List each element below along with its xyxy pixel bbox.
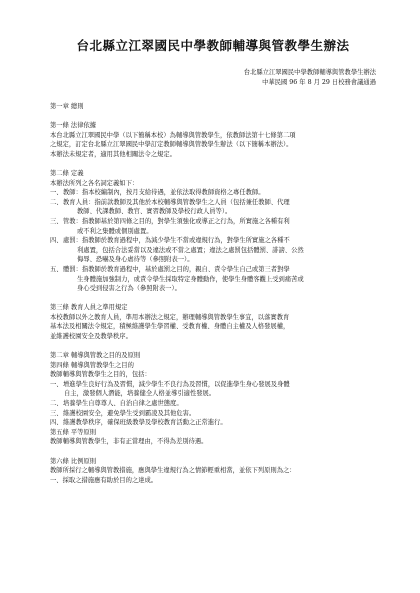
article-1-title: 第一條 法律依據	[50, 122, 97, 130]
purpose-item-text: 增進學生良好行為及習慣，減少學生不良行為及習慣，以促進學生身心發展及身體	[63, 380, 290, 388]
article-3-line: 並維護校園安全及教學秩序。	[50, 332, 132, 340]
definition-item	[50, 188, 376, 198]
definition-item	[50, 236, 376, 265]
article-6-line: 一、採取之措施應有助於目的之達成。	[50, 476, 158, 484]
definition-item	[50, 198, 376, 217]
article-1-line: 之規定，訂定台北縣立江翠國民中學訂定教師輔導與管教學生辦法（以下簡稱本辦法）。	[50, 141, 293, 149]
definition-item-text: 教師、代課教師、教官、實習教師及學校行政人員等）。	[77, 208, 232, 216]
definition-item-text: 管教：指教師基於第四條之目的，對學生須強化或導正之行為，所實施之各種有利	[63, 217, 290, 225]
article-2-title: 第二條 定義	[50, 169, 84, 177]
meta-line-name: 台北縣立江翠國民中學教師輔導與管教學生辦法	[243, 69, 376, 76]
chapter-1-heading: 第一章 總則	[50, 103, 84, 110]
purpose-item	[50, 418, 376, 428]
definition-item-text: 身心受到侵害之行為（參照附表一）。	[77, 285, 181, 293]
definition-item-text: 教師：指本校編制內，按月支給待遇，並依法取得教師資格之專任教師。	[63, 189, 265, 197]
article-4-title: 第四條 輔導與管教學生之目的	[50, 361, 134, 369]
definition-item-text: 或不利之集體或個別處置。	[77, 227, 153, 235]
definitions-list	[50, 188, 376, 294]
purpose-item-text: 維護校園安全，避免學生受到霸凌及其他危害。	[63, 409, 196, 417]
purpose-item	[50, 409, 376, 419]
definition-item-text: 體罰：指教師於教育過程中，基於處罰之目的，親自、責令學生自己或第三者對學	[63, 265, 290, 273]
definition-item-text: 利處置，包括合法妥當以及違法或不當之處置；違法之處罰包括體罰、誹謗、公然	[77, 246, 304, 254]
article-1-line: 本辦法未規定者，適用其他相關法令之規定。	[50, 150, 176, 158]
article-2-intro: 本辦法所列之各名詞定義如下：	[50, 179, 139, 187]
purposes-list	[50, 380, 376, 428]
definition-item-text: 侮辱、恐嚇及身心虐待等（參照附表一）。	[77, 256, 194, 264]
purpose-item-number: 三、	[50, 409, 63, 417]
article-3-line: 本校教師以外之教育人員，準用本辦法之規定，辦理輔導與管教學生事宜，以落實教育	[50, 313, 290, 321]
definition-item	[50, 265, 376, 294]
definition-item-text: 教育人員：指前款教師及其他於本校輔導與管教學生之人員（包括兼任教師、代理	[63, 198, 290, 206]
definition-item-text: 生身體施加強制力，或責令學生採取特定身體動作，使學生身體客觀上受到痛苦或	[77, 275, 304, 283]
document-title: 台北縣立江翠國民中學教師輔導與管教學生辦法	[76, 38, 350, 53]
purpose-item-number: 二、	[50, 400, 63, 408]
definition-item-number: 三、	[50, 217, 63, 225]
definition-item-number: 二、	[50, 198, 63, 206]
chapter-2-heading: 第二章 輔導與管教之目的及原則	[50, 352, 141, 360]
purpose-item	[50, 380, 376, 399]
document-meta	[50, 68, 376, 88]
article-4-intro: 教師輔導與管教學生之目的，包括：	[50, 371, 151, 379]
definition-item-number: 四、	[50, 237, 63, 245]
purpose-item-text: 自主，激發個人潛能，培養健全人格並導引適性發展。	[64, 390, 216, 398]
purpose-item-text: 培養學生自尊尊人、自治自律之處世態度。	[63, 400, 183, 408]
definition-item-number: 一、	[50, 189, 63, 197]
definition-item-text: 處罰：指教師於教育過程中，為減少學生不當或違規行為，對學生所實施之各種不	[63, 237, 290, 245]
document-body	[50, 102, 376, 485]
purpose-item-number: 一、	[50, 380, 63, 388]
article-5-title: 第五條 平等原則	[50, 428, 97, 436]
article-6-title: 第六條 比例原則	[50, 457, 97, 465]
purpose-item	[50, 399, 376, 409]
article-3-line: 基本法及相關法令規定，積極維護學生學習權、受教育權、身體自主權及人格發展權，	[50, 323, 290, 331]
article-6-line: 教師所採行之輔導與管教措施，應與學生違規行為之情節輕重相當，並依下列原則為之：	[50, 467, 296, 475]
article-3-title: 第三條 教育人員之準用規定	[50, 304, 128, 312]
article-1-line: 本台北縣立江翠國民中學（以下簡稱本校）為輔導與管教學生，依教師法第十七條第二項	[50, 131, 296, 139]
definition-item	[50, 217, 376, 236]
meta-line-date: 中華民國 96 年 8 月 29 日校務會議通過	[262, 79, 376, 86]
article-5-line: 教師輔導與管教學生，非有正當理由，不得為差別待遇。	[50, 438, 208, 446]
purpose-item-number: 四、	[50, 419, 63, 427]
definition-item-number: 五、	[50, 265, 63, 273]
purpose-item-text: 維護教學秩序，確保班級教學及學校教育活動之正常進行。	[63, 419, 227, 427]
